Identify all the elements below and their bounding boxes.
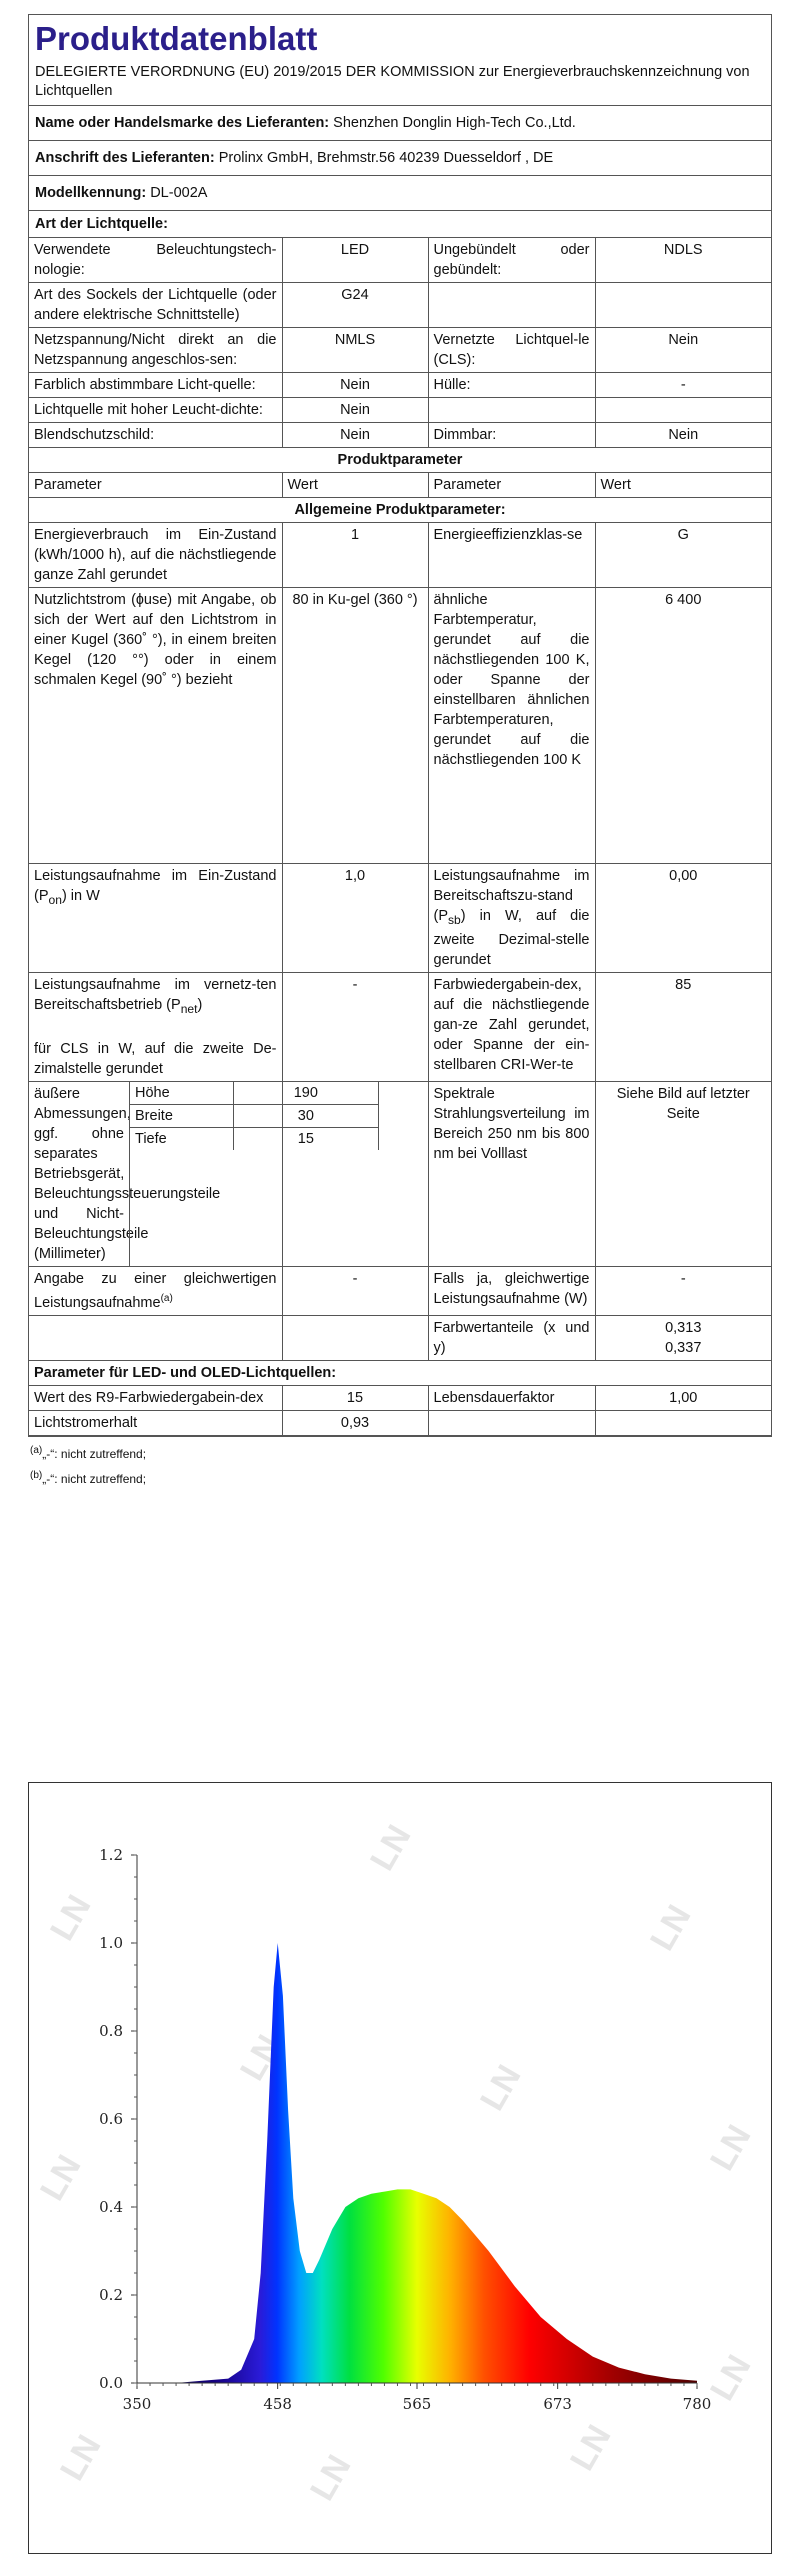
param-value: LED bbox=[282, 238, 428, 283]
param-label: Vernetzte Lichtquel-le (CLS): bbox=[428, 328, 595, 373]
x-tick-label: 350 bbox=[122, 2395, 152, 2413]
general-parameters-heading: Allgemeine Produktparameter: bbox=[29, 498, 771, 523]
y-tick-label: 0.0 bbox=[99, 2374, 123, 2392]
watermark-mark: LN bbox=[233, 2028, 289, 2087]
param-label: Leistungsaufnahme im Bereitschaftszu-stand $(P_{sb})$ in W, auf die zweite Dezimal-stelle gerundet bbox=[428, 864, 595, 973]
param-value: 0,00 bbox=[595, 864, 771, 973]
param-label: Energieverbrauch im Ein-Zustand (kWh/1000 h), auf die nächstliegende ganze Zahl gerundet bbox=[29, 523, 282, 588]
param-label: Art des Sockels der Lichtquelle (oder andere elektrische Schnittstelle) bbox=[29, 283, 282, 328]
param-label: ähnliche Farbtemperatur, gerundet auf die nächstliegenden 100 K, oder Spanne der einstellbaren ähnlichen Farbtemperaturen, gerundet auf die nächstliegenden 100 K bbox=[428, 588, 595, 864]
model-label: Modellkennung: bbox=[35, 185, 147, 201]
table-row bbox=[29, 864, 771, 973]
param-value: - bbox=[595, 1266, 771, 1315]
watermark-mark: LN bbox=[703, 2348, 759, 2407]
param-label: Blendschutzschild: bbox=[29, 423, 282, 448]
param-label: Ungebündelt oder gebündelt: bbox=[428, 238, 595, 283]
param-label: Energieeffizienzklas-se bbox=[428, 523, 595, 588]
footnote-b: $^{(b)}$„-“: nicht zutreffend; bbox=[30, 1469, 147, 1486]
param-label: Nutzlichtstrom (ɸuse) mit Angabe, ob sich der Wert auf den Lichtstrom in einer Kugel (360˚ °), in einem breiten Kegel (120 °°) oder in einem schmalen Kegel (90˚ °) bezieht bbox=[29, 588, 282, 864]
param-label: Spektrale Strahlungsverteilung im Bereich 250 nm bis 800 nm bei Volllast bbox=[428, 1081, 595, 1266]
table-row bbox=[29, 1385, 771, 1410]
watermark-mark: LN bbox=[53, 2428, 109, 2487]
param-value: Nein bbox=[595, 423, 771, 448]
param-label: Lebensdauerfaktor bbox=[428, 1385, 595, 1410]
y-tick-label: 1.2 bbox=[99, 1846, 123, 1864]
param-value: 6 400 bbox=[595, 588, 771, 864]
param-label: Leistungsaufnahme im vernetz-ten Bereitschaftsbetrieb $(P_{net})$ für CLS in W, auf die zweite De-zimalstelle gerundet bbox=[29, 972, 282, 1081]
model-row bbox=[29, 176, 771, 211]
table-row bbox=[130, 1082, 379, 1105]
param-value: Nein bbox=[282, 398, 428, 423]
watermark-mark: LN bbox=[563, 2418, 619, 2477]
param-value: 1,0 bbox=[282, 864, 428, 973]
y-tick-label: 0.6 bbox=[99, 2110, 123, 2128]
param-label: Farbwiedergabein-dex, auf die nächstliegende gan-ze Zahl gerundet, oder Spanne der ein-stellbaren CRI-Wer-te bbox=[428, 972, 595, 1081]
param-value: 0,93 bbox=[282, 1410, 428, 1435]
supplier-address-row bbox=[29, 141, 771, 176]
param-value: NDLS bbox=[595, 238, 771, 283]
param-label: Falls ja, gleichwertige Leistungsaufnahme (W) bbox=[428, 1266, 595, 1315]
y-tick-label: 0.2 bbox=[99, 2286, 123, 2304]
watermark-mark: LN bbox=[473, 2058, 529, 2117]
param-value: 85 bbox=[595, 972, 771, 1081]
param-value: 1,00 bbox=[595, 1385, 771, 1410]
table-row bbox=[130, 1105, 379, 1128]
column-header: Wert bbox=[595, 473, 771, 498]
supplier-name-value: Shenzhen Donglin High-Tech Co.,Ltd. bbox=[333, 115, 576, 131]
param-value: - bbox=[595, 373, 771, 398]
x-tick-label: 458 bbox=[263, 2395, 292, 2413]
table-row bbox=[29, 972, 771, 1081]
table-row bbox=[29, 373, 771, 398]
y-tick-label: 1.0 bbox=[99, 1934, 123, 1952]
footnote-a: $^{(a)}$„-“: nicht zutreffend; bbox=[30, 1444, 147, 1461]
table-row bbox=[29, 588, 771, 864]
watermark-mark: LN bbox=[703, 2118, 759, 2177]
table-row bbox=[29, 283, 771, 328]
y-tick-label: 0.8 bbox=[99, 2022, 123, 2040]
param-label bbox=[428, 283, 595, 328]
param-value: Nein bbox=[595, 328, 771, 373]
table-row bbox=[29, 498, 771, 523]
table-row bbox=[29, 1266, 771, 1315]
column-header: Wert bbox=[282, 473, 428, 498]
table-row bbox=[29, 1360, 771, 1385]
param-label: Leistungsaufnahme im Ein-Zustand $(P_{on})$ in W bbox=[29, 864, 282, 973]
param-label: Dimmbar: bbox=[428, 423, 595, 448]
dim-label: Breite bbox=[130, 1105, 234, 1128]
table-row bbox=[29, 1410, 771, 1435]
param-value: 15 bbox=[282, 1385, 428, 1410]
dim-value: 190 bbox=[233, 1082, 378, 1105]
param-label bbox=[428, 398, 595, 423]
light-source-type-table bbox=[29, 238, 771, 1436]
watermark-mark: LN bbox=[33, 2148, 89, 2207]
param-label: Farblich abstimmbare Licht-quelle: bbox=[29, 373, 282, 398]
dim-value: 30 bbox=[233, 1105, 378, 1128]
spectrum-area bbox=[137, 1943, 697, 2383]
spectral-distribution-chart bbox=[28, 1782, 772, 2554]
table-row bbox=[130, 1128, 379, 1151]
param-value: Nein bbox=[282, 423, 428, 448]
param-value: G bbox=[595, 523, 771, 588]
supplier-name-label: Name oder Handelsmarke des Lieferanten: bbox=[35, 115, 330, 131]
column-header: Parameter bbox=[29, 473, 282, 498]
param-value: 80 in Ku-gel (360 °) bbox=[282, 588, 428, 864]
param-value: Siehe Bild auf letzter Seite bbox=[595, 1081, 771, 1266]
model-value: DL-002A bbox=[150, 185, 208, 201]
title-block bbox=[29, 15, 771, 106]
param-label: Angabe zu einer gleichwertigen Leistungsaufnahme$^{(a)}$ bbox=[29, 1266, 282, 1315]
regulation-subtitle: DELEGIERTE VERORDNUNG (EU) 2019/2015 DER KOMMISSION zur Energieverbrauchskennzeichnung von Lichtquellen bbox=[35, 64, 750, 99]
table-row bbox=[29, 523, 771, 588]
watermark-mark: LN bbox=[363, 1818, 419, 1877]
table-row bbox=[29, 1315, 771, 1360]
table-row bbox=[29, 238, 771, 283]
dimensions-table bbox=[129, 1081, 379, 1150]
param-value: NMLS bbox=[282, 328, 428, 373]
x-tick-label: 673 bbox=[543, 2395, 572, 2413]
table-row bbox=[29, 423, 771, 448]
x-tick-label: 565 bbox=[402, 2395, 432, 2413]
param-value: 1 bbox=[282, 523, 428, 588]
param-value: - bbox=[282, 972, 428, 1081]
param-value: 0,313 0,337 bbox=[595, 1315, 771, 1360]
table-header-row bbox=[29, 473, 771, 498]
table-row bbox=[29, 448, 771, 473]
param-label: Verwendete Beleuchtungstech-nologie: bbox=[29, 238, 282, 283]
light-source-type-heading: Art der Lichtquelle: bbox=[29, 211, 771, 238]
dim-label: Tiefe bbox=[130, 1128, 234, 1151]
x-tick-label: 780 bbox=[682, 2395, 712, 2413]
watermark-mark: LN bbox=[43, 1888, 99, 1947]
param-label: Hülle: bbox=[428, 373, 595, 398]
param-label: Wert des R9-Farbwiedergabein-dex bbox=[29, 1385, 282, 1410]
param-label: Farbwertanteile (x und y) bbox=[428, 1315, 595, 1360]
product-datasheet bbox=[28, 14, 772, 1437]
table-row bbox=[29, 328, 771, 373]
watermark-mark: LN bbox=[303, 2448, 359, 2507]
param-label: Lichtquelle mit hoher Leucht-dichte: bbox=[29, 398, 282, 423]
param-value: Nein bbox=[282, 373, 428, 398]
watermark-mark: LN bbox=[643, 1898, 699, 1957]
supplier-address-label: Anschrift des Lieferanten: bbox=[35, 150, 215, 166]
supplier-address-value: Prolinx GmbH, Brehmstr.56 40239 Duesseldorf , DE bbox=[218, 150, 554, 166]
page-title: Produktdatenblatt bbox=[35, 20, 318, 57]
dim-value: 15 bbox=[233, 1128, 378, 1151]
param-value bbox=[595, 398, 771, 423]
y-tick-label: 0.4 bbox=[99, 2198, 123, 2216]
spectrum-svg bbox=[29, 1783, 771, 2553]
supplier-name-row bbox=[29, 106, 771, 141]
param-value: - bbox=[282, 1266, 428, 1315]
footnotes bbox=[30, 1443, 146, 1487]
param-value bbox=[595, 283, 771, 328]
column-header: Parameter bbox=[428, 473, 595, 498]
param-value: G24 bbox=[282, 283, 428, 328]
led-parameters-heading: Parameter für LED- und OLED-Lichtquellen: bbox=[29, 1360, 771, 1385]
param-label: äußere Abmessungen, ggf. ohne separates Betriebsgerät, Beleuchtungssteuerungsteile und Nicht-Beleuchtungsteile (Millimeter) bbox=[34, 1085, 221, 1262]
param-label: Netzspannung/Nicht direkt an die Netzspannung angeschlos-sen: bbox=[29, 328, 282, 373]
dim-label: Höhe bbox=[130, 1082, 234, 1105]
product-parameters-heading: Produktparameter bbox=[29, 448, 771, 473]
param-label: Lichtstromerhalt bbox=[29, 1410, 282, 1435]
table-row bbox=[29, 398, 771, 423]
